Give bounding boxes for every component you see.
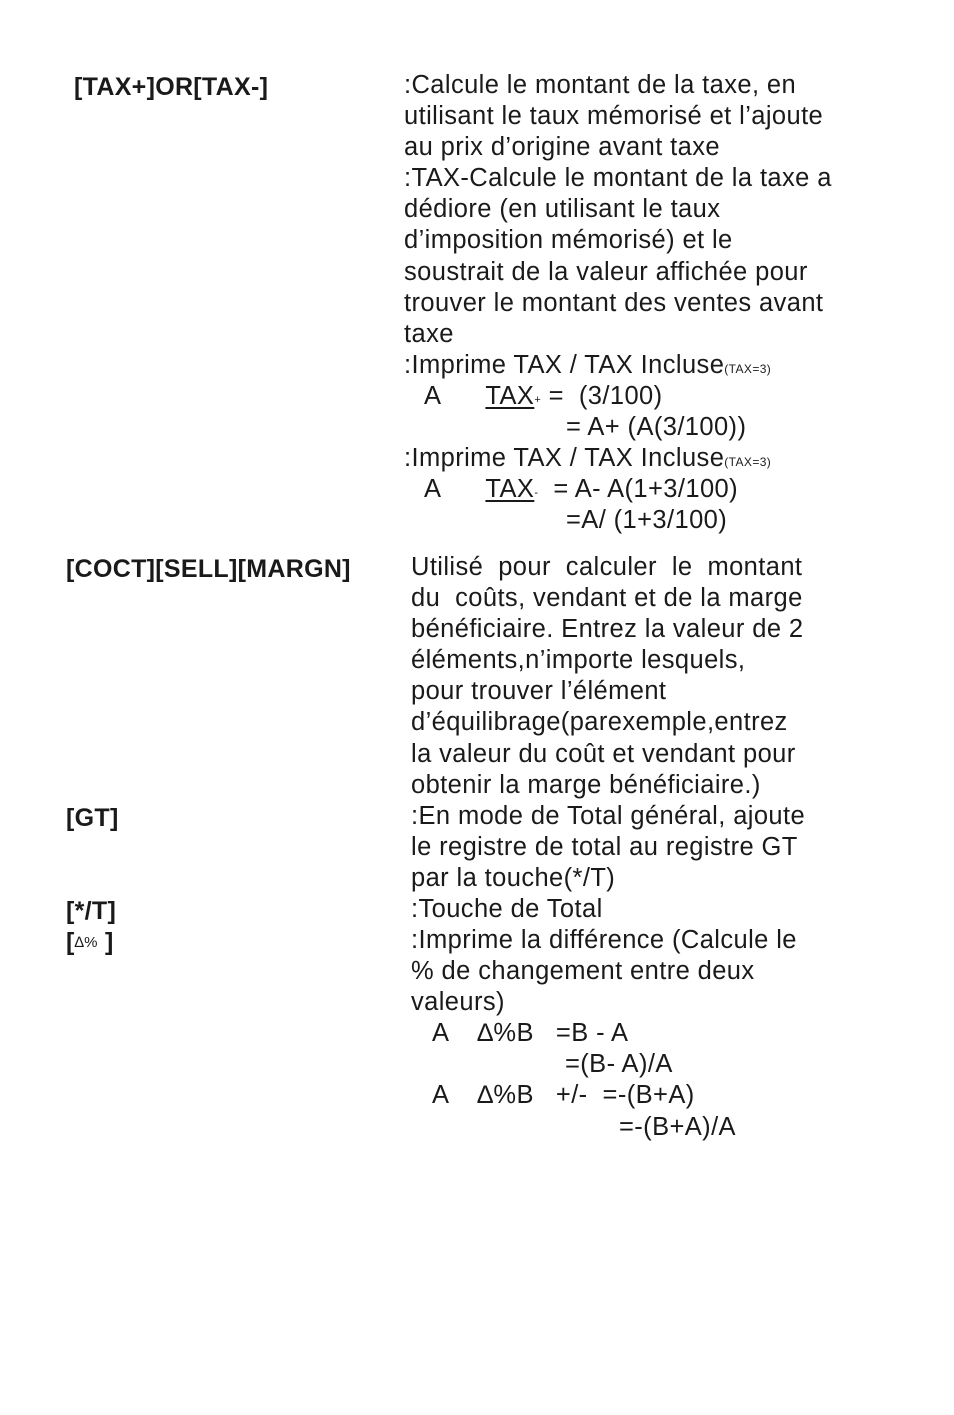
tax-example-2-rest: = A- A(1+3/100) xyxy=(538,475,739,504)
gt-line-2: le registre de total au registre GT xyxy=(411,833,798,862)
tax-description xyxy=(404,70,832,536)
tax-line-1: :Calcule le montant de la taxe, en xyxy=(404,71,797,99)
delta-line-2: % de changement entre deux xyxy=(411,957,755,986)
delta-example-1 xyxy=(411,1018,797,1049)
tax-example-1-result: = A+ (A(3/100)) xyxy=(566,413,747,442)
delta-key-label xyxy=(66,927,114,958)
delta-key-open: [ xyxy=(66,928,75,956)
tax-line-6: d’imposition mémorisé) et le xyxy=(404,226,733,255)
tax-example-1-tax: TAX xyxy=(485,381,535,410)
margin-line-1: Utilisé pour calculer le montant xyxy=(411,553,803,581)
tax-line-4: :TAX-Calcule le montant de la taxe a xyxy=(404,164,832,193)
tax-example-1 xyxy=(404,381,832,412)
tax-line-5: dédiore (en utilisant le taux xyxy=(404,195,721,224)
tax-example-1-rest: = (3/100) xyxy=(541,381,663,410)
delta-example-1-a: A xyxy=(432,1019,450,1048)
tax-line-3: au prix d’origine avant taxe xyxy=(404,133,720,162)
margin-key-label: [COCT][SELL][MARGN] xyxy=(66,555,351,583)
tax-example-2-tax: TAX xyxy=(485,475,535,504)
delta-line-3: valeurs) xyxy=(411,988,505,1017)
tax-print-note-2: (TAX=3) xyxy=(724,455,772,470)
tax-line-9: taxe xyxy=(404,319,454,348)
tax-example-1-a: A xyxy=(424,381,442,410)
tax-print-line-1 xyxy=(404,350,832,381)
margin-line-2: du coûts, vendant et de la marge xyxy=(411,584,803,613)
delta-example-2-rest: +/- =-(B+A) xyxy=(555,1081,695,1110)
tax-example-2-result: =A/ (1+3/100) xyxy=(566,506,728,535)
tax-line-8: trouver le montant des ventes avant xyxy=(404,288,824,317)
margin-line-8: obtenir la marge bénéficiaire.) xyxy=(411,770,761,799)
delta-example-1-rest: =B - A xyxy=(555,1019,629,1048)
margin-line-7: la valeur du coût et vendant pour xyxy=(411,739,796,768)
delta-example-2 xyxy=(411,1080,797,1111)
tax-example-2-line-2 xyxy=(404,505,832,536)
delta-example-2-result: =-(B+A)/A xyxy=(619,1112,736,1141)
tax-line-2: utilisant le taux mémorisé et l’ajoute xyxy=(404,102,824,131)
delta-example-1-result: =(B- A)/A xyxy=(565,1050,673,1079)
delta-example-1-line-2 xyxy=(411,1049,797,1080)
delta-example-2-op: ∆%B xyxy=(477,1081,534,1110)
margin-line-6: d’équilibrage(parexemple,entrez xyxy=(411,708,788,737)
tax-print-line-2 xyxy=(404,443,832,474)
gt-key-label: [GT] xyxy=(66,804,119,832)
tax-print-text-2: :Imprime TAX / TAX Incluse xyxy=(404,444,725,473)
delta-line-1: :Imprime la différence (Calcule le xyxy=(411,926,797,954)
tax-example-2-a: A xyxy=(424,475,442,504)
total-line-1: :Touche de Total xyxy=(411,895,603,923)
delta-example-2-line-2 xyxy=(411,1112,797,1143)
tax-print-note-1: (TAX=3) xyxy=(724,361,772,376)
tax-example-1-line-2 xyxy=(404,412,832,443)
tax-example-2-sign: - xyxy=(534,487,539,500)
total-key-label: [*/T] xyxy=(66,897,117,925)
gt-line-1: :En mode de Total général, ajoute xyxy=(411,802,806,830)
delta-example-2-a: A xyxy=(432,1081,450,1110)
tax-key-label: [TAX+]OR[TAX-] xyxy=(74,73,269,101)
gt-description xyxy=(411,801,805,894)
total-description xyxy=(411,894,603,925)
margin-line-4: éléments,n’importe lesquels, xyxy=(411,646,746,675)
tax-example-2 xyxy=(404,474,832,505)
delta-percent-icon: ∆% xyxy=(74,934,98,951)
tax-example-1-sign: + xyxy=(534,393,542,406)
delta-example-1-op: ∆%B xyxy=(477,1019,534,1048)
gt-line-3: par la touche(*/T) xyxy=(411,864,616,893)
delta-key-close: ] xyxy=(97,928,114,956)
tax-line-7: soustrait de la valeur affichée pour xyxy=(404,257,808,286)
delta-description xyxy=(411,925,797,1143)
margin-line-5: pour trouver l’élément xyxy=(411,677,667,706)
margin-line-3: bénéficiaire. Entrez la valeur de 2 xyxy=(411,615,804,644)
margin-description xyxy=(411,552,803,801)
tax-print-text-1: :Imprime TAX / TAX Incluse xyxy=(404,350,725,379)
